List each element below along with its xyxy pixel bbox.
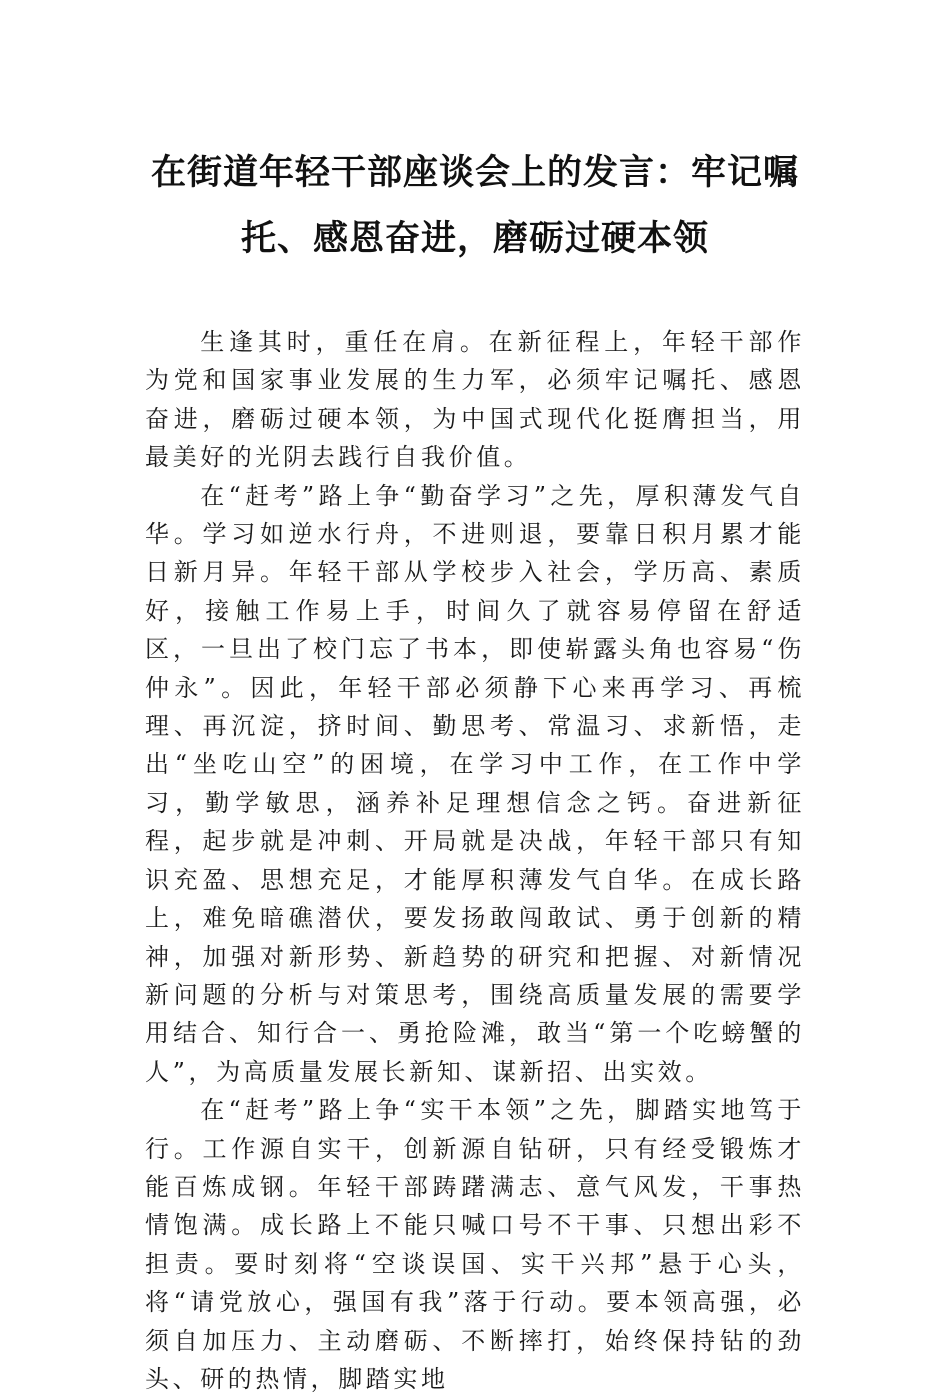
paragraph: 在“赶考”路上争“勤奋学习”之先，厚积薄发气自华。学习如逆水行舟，不进则退，要靠日积月累才能日新月异。年轻干部从学校步入社会，学历高、素质好，接触工作易上手，时间久了就容易停留在舒适区，一旦出了校门忘了书本，即使崭露头角也容易“伤仲永”。因此，年轻干部必须静下心来再学习、再梳理、再沉淀，挤时间、勤思考、常温习、求新悟，走出“坐吃山空”的困境，在学习中工作，在工作中学习，勤学敏思，涵养补足理想信念之钙。奋进新征程，起步就是冲刺、开局就是决战，年轻干部只有知识充盈、思想充足，才能厚积薄发气自华。在成长路上，难免暗礁潜伏，要发扬敢闯敢试、勇于创新的精神，加强对新形势、新趋势的研究和把握、对新情况新问题的分析与对策思考，围绕高质量发展的需要学用结合、知行合一、勇抢险滩，敢当“第一个吃螃蟹的人”，为高质量发展长新知、谋新招、出实效。 (145, 481, 805, 1086)
document-body (145, 323, 805, 1398)
title-line-2: 托、感恩奋进，磨砺过硬本领 (240, 218, 709, 259)
title-line-1: 在街道年轻干部座谈会上的发言：牢记嘱 (150, 152, 799, 193)
paragraph: 生逢其时，重任在肩。在新征程上，年轻干部作为党和国家事业发展的生力军，必须牢记嘱托、感恩奋进，磨砺过硬本领，为中国式现代化挺膺担当，用最美好的光阴去践行自我价值。 (145, 328, 805, 472)
paragraph: 在“赶考”路上争“实干本领”之先，脚踏实地笃于行。工作源自实干，创新源自钻研，只有经受锻炼才能百炼成钢。年轻干部踌躇满志、意气风发，干事热情饱满。成长路上不能只喊口号不干事、只想出彩不担责。要时刻将“空谈误国、实干兴邦”悬于心头，将“请党放心，强国有我”落于行动。要本领高强，必须自加压力、主动磨砺、不断摔打，始终保持钻的劲头、研的热情，脚踏实地 (145, 1096, 805, 1393)
document-title (130, 140, 820, 272)
